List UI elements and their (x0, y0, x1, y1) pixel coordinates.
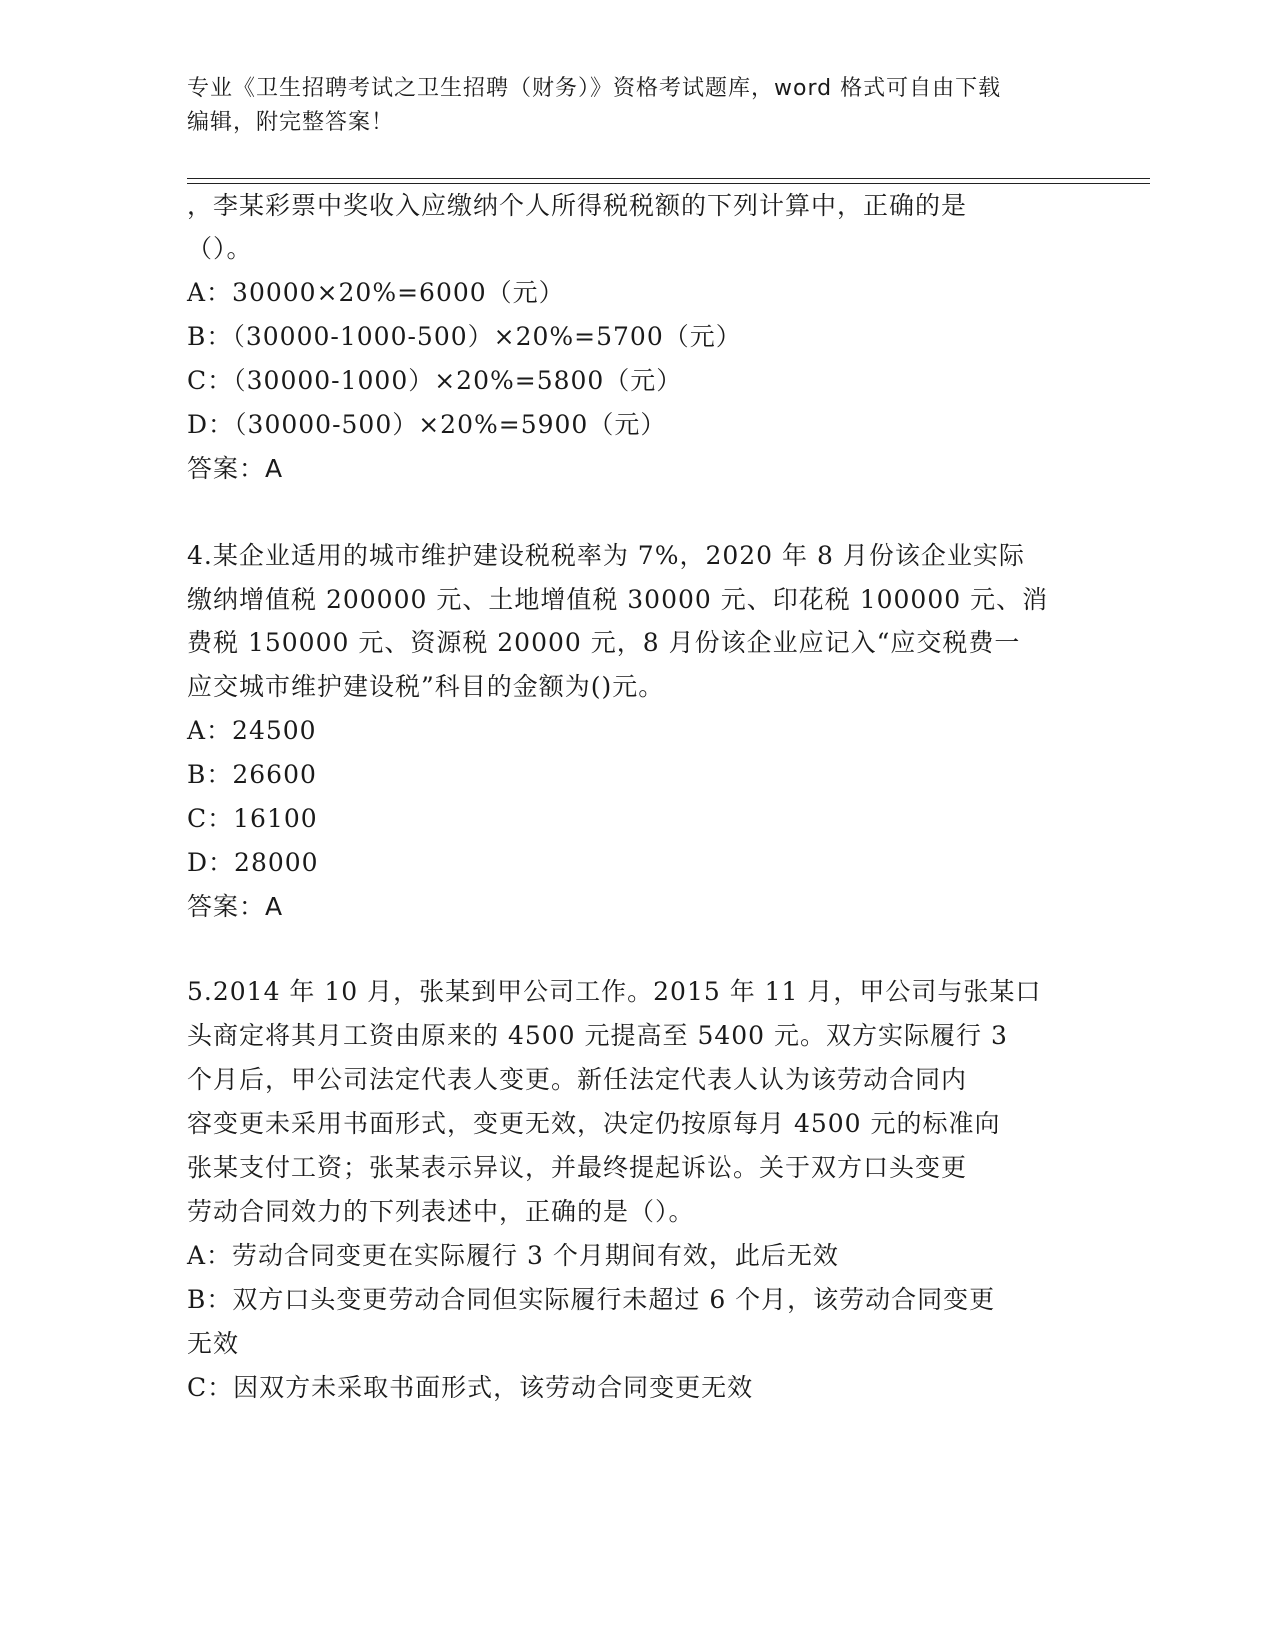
q3-option-b: B：（30000-1000-500）×20%=5700（元） (187, 322, 742, 351)
q3-stem-line-2: （）。 (187, 234, 253, 263)
q5-option-a: A：劳动合同变更在实际履行 3 个月期间有效，此后无效 (187, 1241, 839, 1270)
q3-option-a: A：30000×20%=6000（元） (187, 278, 565, 307)
q3-stem-line-1: ，李某彩票中奖收入应缴纳个人所得税税额的下列计算中，正确的是 (187, 191, 968, 220)
header-rule-top (187, 178, 1150, 179)
q4-answer: 答案：A (187, 892, 284, 921)
q5-stem-line-4: 容变更未采用书面形式，变更无效，决定仍按原每月 4500 元的标准向 (187, 1109, 1001, 1138)
q4-option-c: C：16100 (187, 804, 318, 833)
header-line-1: 专业《卫生招聘考试之卫生招聘（财务）》资格考试题库，word 格式可自由下载 (187, 76, 1002, 101)
q5-stem-line-1: 5.2014 年 10 月，张某到甲公司工作。2015 年 11 月，甲公司与张某口 (187, 977, 1042, 1006)
q5-stem-line-3: 个月后，甲公司法定代表人变更。新任法定代表人认为该劳动合同内 (187, 1065, 968, 1094)
header-line-2: 编辑，附完整答案！ (187, 110, 395, 135)
q5-stem-line-2: 头商定将其月工资由原来的 4500 元提高至 5400 元。双方实际履行 3 (187, 1021, 1008, 1050)
q5-stem-line-5: 张某支付工资；张某表示异议，并最终提起诉讼。关于双方口头变更 (187, 1153, 968, 1182)
q5-option-c: C：因双方未采取书面形式，该劳动合同变更无效 (187, 1373, 754, 1402)
q3-option-c: C：（30000-1000）×20%=5800（元） (187, 366, 683, 395)
q5-option-b-line-1: B：双方口头变更劳动合同但实际履行未超过 6 个月，该劳动合同变更 (187, 1285, 996, 1314)
document-header (187, 72, 1067, 140)
q4-option-a: A：24500 (187, 716, 317, 745)
q4-option-b: B：26600 (187, 760, 317, 789)
q3-option-d: D：（30000-500）×20%=5900（元） (187, 410, 667, 439)
header-rule-bottom (187, 183, 1150, 184)
q4-option-d: D：28000 (187, 848, 319, 877)
q4-stem-line-2: 缴纳增值税 200000 元、土地增值税 30000 元、印花税 100000 元、消 (187, 585, 1049, 614)
q4-stem-line-3: 费税 150000 元、资源税 20000 元，8 月份该企业应记入“应交税费一 (187, 628, 1021, 657)
q4-stem-line-4: 应交城市维护建设税”科目的金额为()元。 (187, 672, 665, 701)
q5-stem-line-6: 劳动合同效力的下列表述中，正确的是（）。 (187, 1197, 695, 1226)
q4-stem-line-1: 4.某企业适用的城市维护建设税税率为 7%，2020 年 8 月份该企业实际 (187, 541, 1025, 570)
q3-answer: 答案：A (187, 454, 284, 483)
q5-option-b-line-2: 无效 (187, 1329, 240, 1358)
